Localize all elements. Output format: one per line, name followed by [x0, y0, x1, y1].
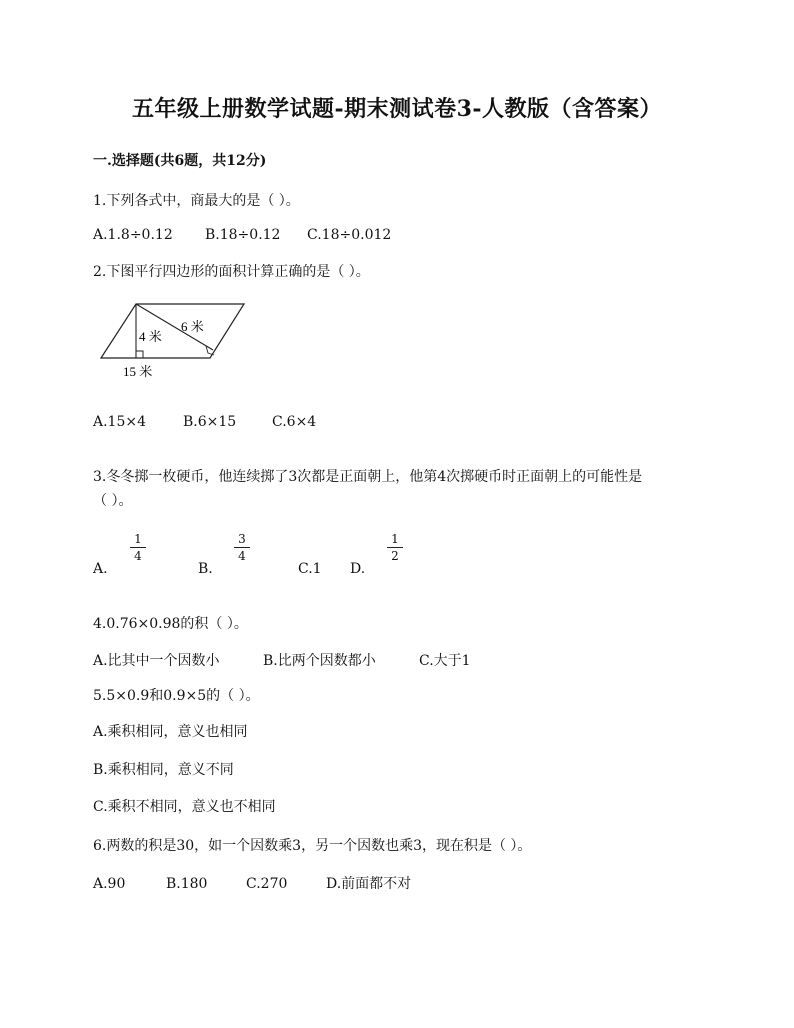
q1-option-a[interactable]: A.1.8÷0.12 — [93, 227, 173, 243]
label-base: 15 米 — [123, 364, 153, 379]
section-heading: 一.选择题(共6题，共12分) — [93, 153, 267, 169]
q5-option-b[interactable]: B.乘积相同，意义不同 — [93, 762, 234, 778]
q3-d-denominator: 2 — [391, 549, 399, 563]
q4-option-b[interactable]: B.比两个因数都小 — [263, 653, 376, 669]
q2-option-c[interactable]: C.6×4 — [272, 414, 317, 430]
q6-option-d[interactable]: D.前面都不对 — [326, 876, 412, 892]
question-1-options — [93, 227, 391, 243]
question-1-stem: 1.下列各式中，商最大的是（ ）。 — [93, 193, 300, 209]
q2-option-a[interactable]: A.15×4 — [93, 414, 147, 430]
q6-option-a[interactable]: A.90 — [93, 876, 126, 892]
q1-option-b[interactable]: B.18÷0.12 — [205, 227, 281, 243]
q6-option-b[interactable]: B.180 — [166, 876, 208, 892]
q3-option-a-label[interactable]: A. — [93, 561, 108, 577]
q3-option-b-label[interactable]: B. — [198, 561, 213, 577]
q5-option-a[interactable]: A.乘积相同，意义也相同 — [93, 724, 248, 740]
fraction-bar — [130, 547, 146, 548]
page-title: 五年级上册数学试题-期末测试卷3-人教版（含答案） — [131, 96, 663, 122]
label-height: 4 米 — [139, 329, 162, 344]
height-right-angle — [136, 351, 143, 358]
q3-option-d-label[interactable]: D. — [350, 561, 366, 577]
question-5-stem: 5.5×0.9和0.9×5的（ ）。 — [93, 688, 260, 704]
question-6-stem: 6.两数的积是30，如一个因数乘3，另一个因数也乘3，现在积是（ ）。 — [93, 838, 532, 854]
question-2-options — [93, 414, 316, 430]
q3-option-a-fraction — [130, 532, 146, 563]
question-4-stem: 4.0.76×0.98的积（ ）。 — [93, 616, 248, 632]
q5-option-c[interactable]: C.乘积不相同，意义也不相同 — [93, 799, 276, 815]
question-3-stem-line2: （ ）。 — [93, 493, 133, 509]
q3-option-c[interactable]: C.1 — [298, 561, 322, 577]
q3-a-denominator: 4 — [134, 549, 142, 563]
q1-option-c[interactable]: C.18÷0.012 — [307, 227, 392, 243]
fraction-bar — [234, 547, 250, 548]
q4-option-a[interactable]: A.比其中一个因数小 — [93, 653, 220, 669]
q4-option-c[interactable]: C.大于1 — [419, 653, 471, 669]
question-2-stem: 2.下图平行四边形的面积计算正确的是（ ）。 — [93, 264, 370, 280]
q2-option-b[interactable]: B.6×15 — [183, 414, 237, 430]
question-4-options — [93, 650, 471, 670]
q3-b-denominator: 4 — [238, 549, 246, 563]
q3-option-b-fraction — [234, 532, 250, 563]
q3-b-numerator: 3 — [238, 532, 246, 546]
question-3-stem-line1: 3.冬冬掷一枚硬币，他连续掷了3次都是正面朝上，他第4次掷硬币时正面朝上的可能性是 — [93, 469, 643, 485]
q6-option-c[interactable]: C.270 — [246, 876, 288, 892]
question-6-options — [93, 873, 411, 893]
q3-d-numerator: 1 — [391, 532, 399, 546]
fraction-bar — [387, 547, 403, 548]
q3-option-d-fraction — [387, 532, 403, 563]
label-side: 6 米 — [181, 319, 204, 334]
parallelogram-figure — [95, 298, 255, 382]
parallelogram-shape — [101, 304, 244, 358]
q3-a-numerator: 1 — [134, 532, 142, 546]
